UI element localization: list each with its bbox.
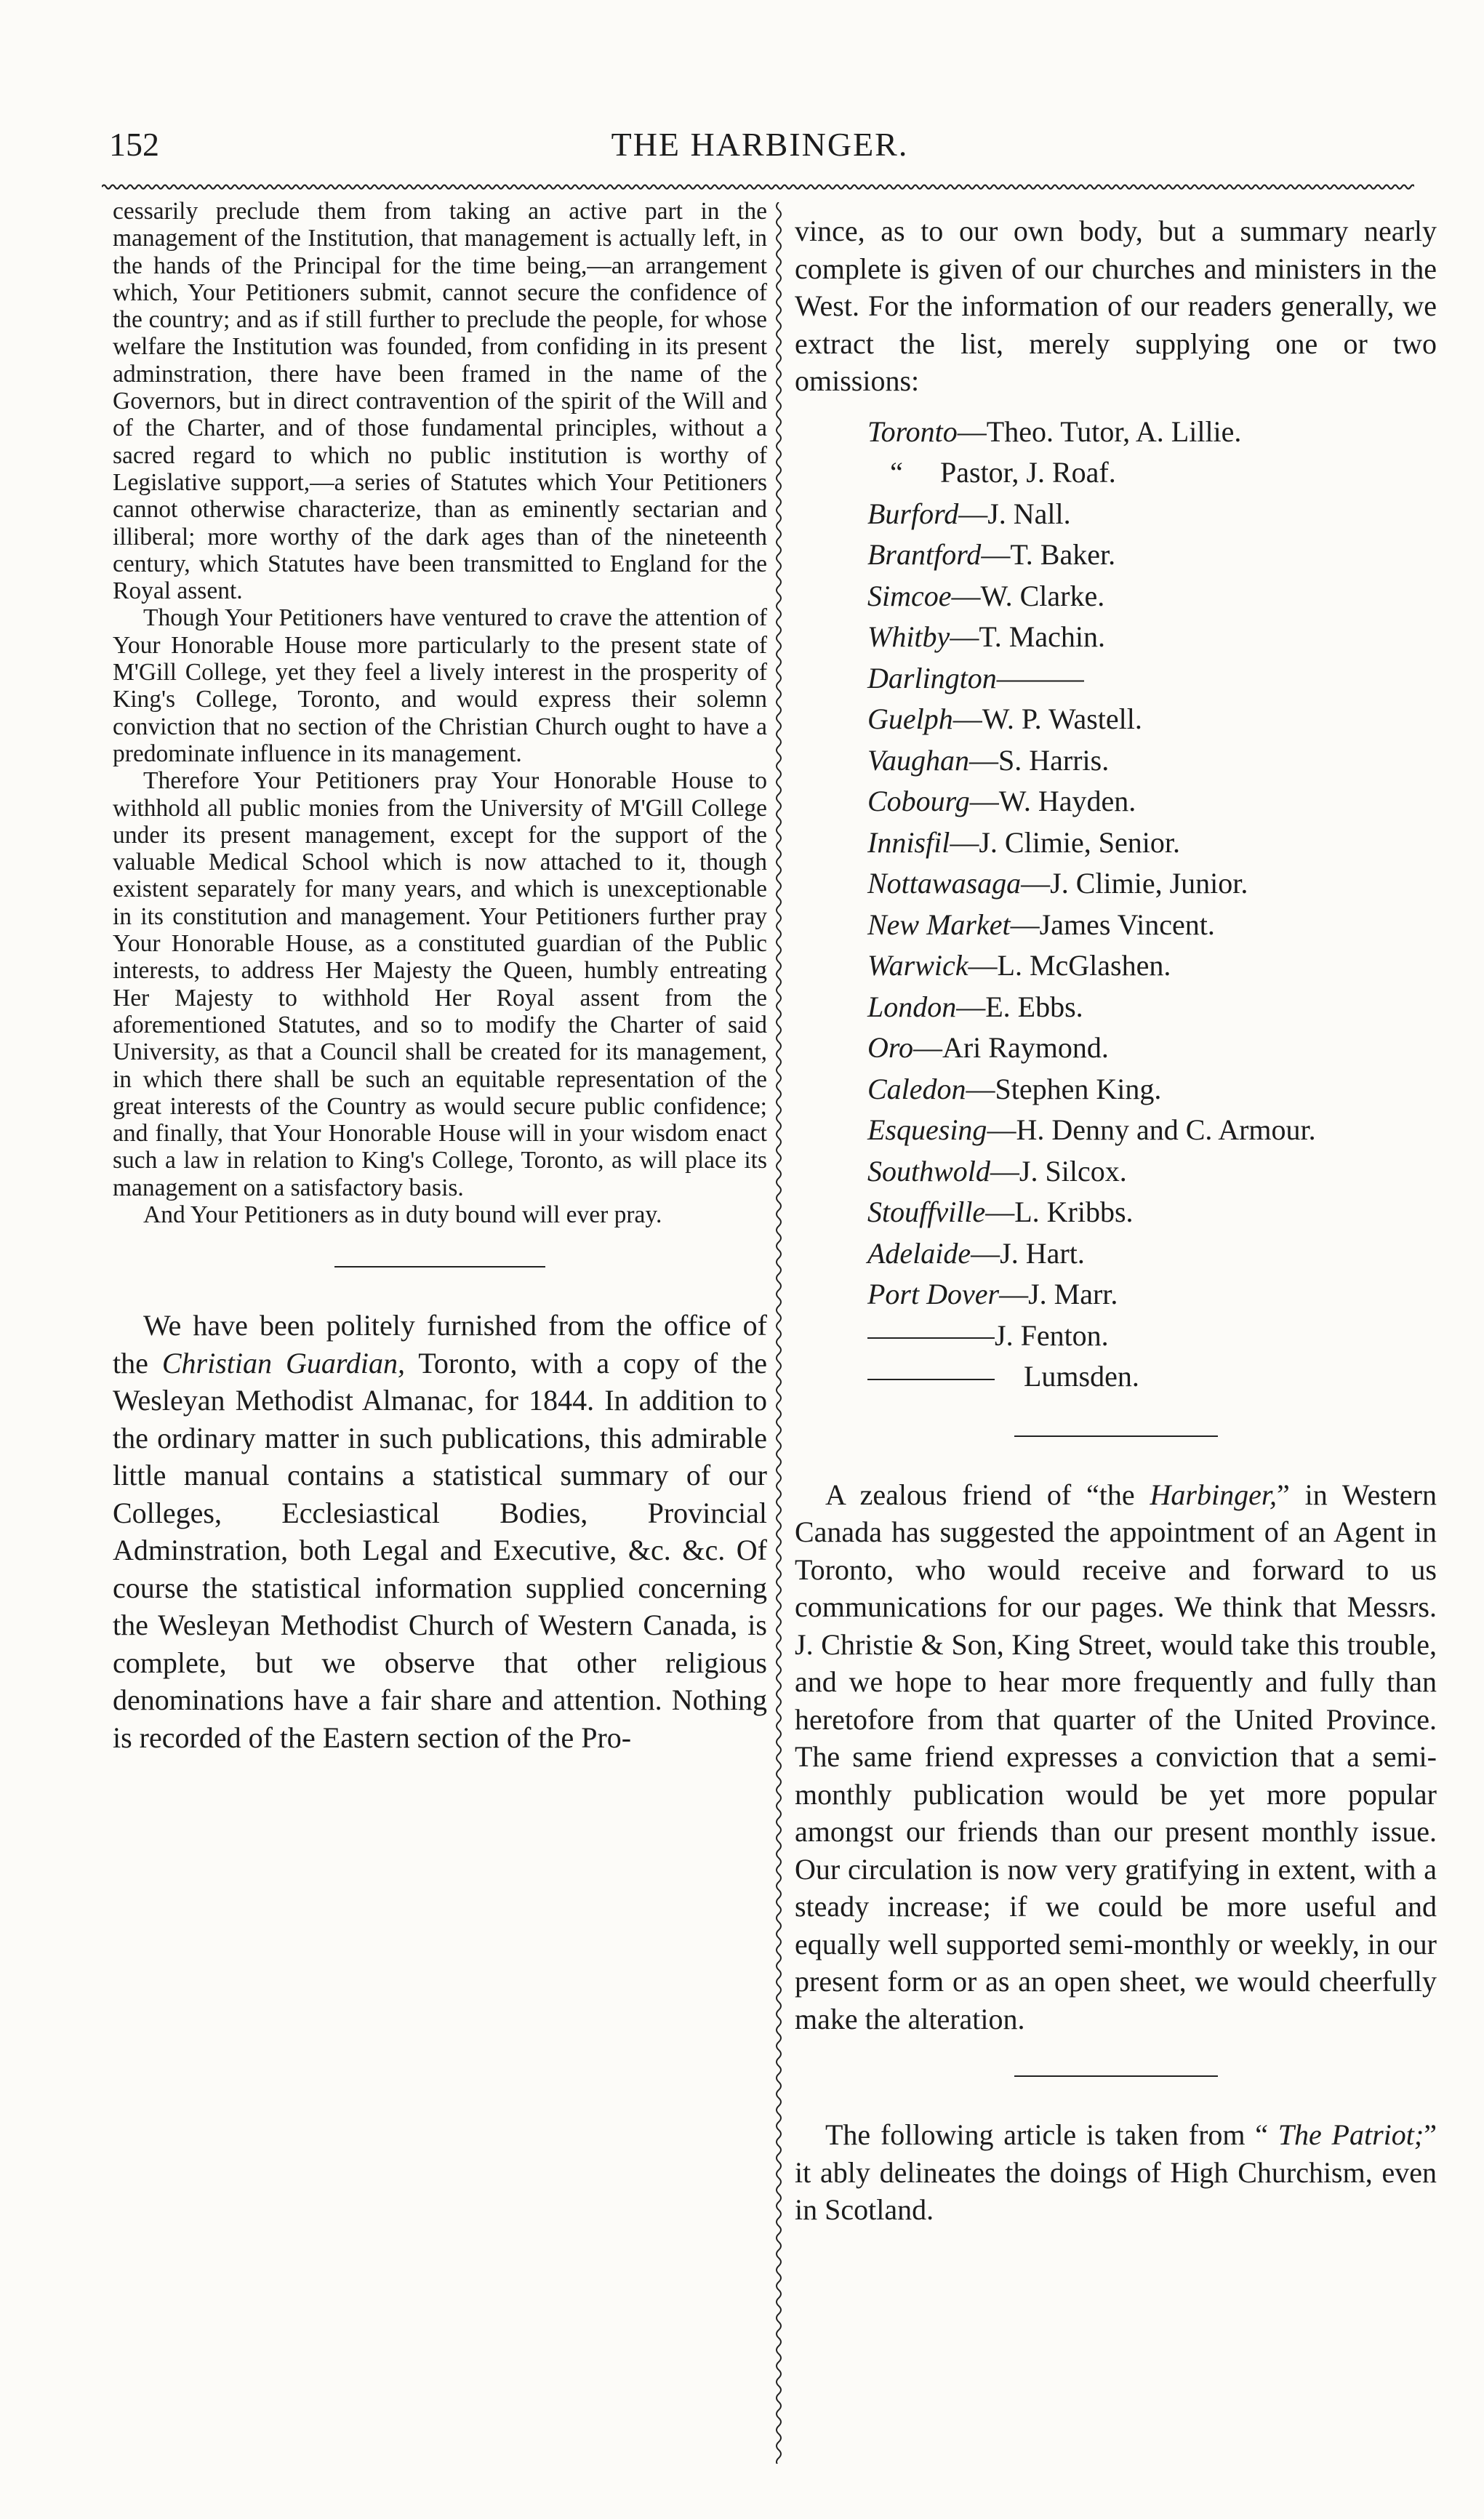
place-name: Brantford <box>867 538 982 571</box>
agent-text-end: ” in Western Canada has suggested the appointment of an Agent in Toronto, who would receive and forward to us communications for our pages. We think that Messrs. J. Christie & Son, King Street, would take this trouble, and we hope to hear more frequently and fully than heretofore from that quarter of the United Province. The same friend expresses a conviction that a semi-monthly publication would be yet more popular amongst our friends than our present monthly issue. Our circulation is now very gratifying in extent, with a steady increase; if we could be more useful and equally well supported semi-monthly or weekly, in our present form or as an open sheet, we would cheerfully make the alteration. <box>795 1478 1437 2035</box>
place-name: Nottawasaga <box>867 867 1022 900</box>
minister-name: T. Baker. <box>1010 538 1116 571</box>
dash: — <box>950 825 979 859</box>
place-name: Whitby <box>867 620 950 653</box>
dash: — <box>952 702 982 735</box>
dash: — <box>981 538 1011 571</box>
place-name: New Market <box>867 908 1011 941</box>
minister-entry <box>867 658 1437 700</box>
place-name: Simcoe <box>867 579 952 612</box>
minister-name: W. P. Wastell. <box>982 702 1142 735</box>
article-intro <box>795 2116 1437 2229</box>
dash: — <box>958 497 988 530</box>
dash: — <box>968 949 998 982</box>
blank-place-line <box>867 1379 995 1380</box>
minister-name: Lumsden. <box>1024 1360 1139 1393</box>
minister-entry <box>867 1028 1437 1069</box>
column-divider <box>771 202 787 2464</box>
minister-entry <box>867 494 1437 535</box>
place-name: Esquesing <box>867 1113 987 1146</box>
dash: — <box>969 743 998 777</box>
minister-name: James Vincent. <box>1039 908 1215 941</box>
minister-entry <box>867 987 1437 1028</box>
minister-name: J. Silcox. <box>1019 1154 1127 1188</box>
almanac-text-end: Toronto, with a copy of the Wesleyan Methodist Almanac, for 1844. In addition to the ordinary matter in such publications, this admirable little manual contains a statistical summary of our Colleges, Ecclesiastical Bodies, Provincial Adminstration, both Legal and Executive, &c. &c. Of course the statistical information supplied concerning the Wesleyan Methodist Church of Western Canada, is complete, but we observe that other religious denominations have a fair share and attention. Nothing is recorded of the Eastern section of the Pro- <box>113 1346 767 1754</box>
minister-entry <box>867 1110 1437 1151</box>
place-name: Guelph <box>867 702 953 735</box>
dash: — <box>985 1196 1015 1228</box>
place-name: Darlington <box>867 661 997 694</box>
minister-entry <box>867 1151 1437 1193</box>
minister-entry <box>867 412 1437 453</box>
page-number: 152 <box>109 126 159 163</box>
petition-paragraph-1: cessarily preclude them from taking an active part in the management of the Institution, that management is actually left, in the hands of the Principal for the time being,—an arrangement which, Your Petitioners submit, cannot secure the confidence of the country; and as if still further to preclude the people, for whose welfare the Institution was founded, from confiding in its present adminstration, there have been framed in the name of the Governors, but in direct contravention of the spirit of the Will and of the Charter, and of those fundamental principles, without a sacred regard to which no public institution is worthy of Legislative support,—a series of Statutes which Your Petitioners cannot otherwise characterize, than as eminently sectarian and illiberal; more worthy of the dark ages than of the nineteenth century, which Statutes have been transmitted to England for the Royal assent. <box>113 198 767 605</box>
article-text-start: The following article is taken from “ <box>825 2118 1278 2151</box>
minister-name: —— <box>1025 661 1084 694</box>
dash: — <box>996 661 1026 694</box>
dash: — <box>951 579 981 612</box>
dash: — <box>913 1031 942 1064</box>
section-separator <box>334 1266 545 1267</box>
place-name: Port Dover <box>867 1278 1000 1310</box>
place-name: Innisfil <box>867 825 950 859</box>
dash: — <box>971 1236 1000 1270</box>
dash: — <box>987 1113 1016 1146</box>
minister-name: T. Machin. <box>979 620 1105 653</box>
minister-name: E. Ebbs. <box>985 990 1083 1023</box>
place-name: Stouffville <box>867 1196 986 1228</box>
minister-name: Ari Raymond. <box>942 1031 1109 1064</box>
source-title: The Patriot; <box>1278 2118 1424 2151</box>
place-name: Cobourg <box>867 785 970 817</box>
place-name: Caledon <box>867 1072 966 1105</box>
minister-name: Stephen King. <box>995 1072 1162 1105</box>
minister-name: H. Denny and C. Armour. <box>1016 1113 1316 1146</box>
minister-name: J. Fenton. <box>995 1318 1109 1352</box>
section-separator <box>1014 1435 1218 1437</box>
minister-name: Pastor, J. Roaf. <box>940 456 1116 489</box>
place-name: Adelaide <box>867 1236 971 1270</box>
minister-entry <box>867 740 1437 782</box>
blank-place-line <box>867 1337 995 1339</box>
petition-paragraph-3: Therefore Your Petitioners pray Your Honorable House to withhold all public monies from the University of M'Gill College under its present management, except for the support of the valuable Medical School which is now attached to it, though existent separately for many years, and which is unexceptionable in its constitution and management. Your Petitioners further pray Your Honorable House, as a constituted guardian of the Public interests, to address Her Majesty the Queen, humbly entreating Her Majesty to withhold Her Royal assent from the aforementioned Statutes, and so to modify the Charter of said University, as that a Council shall be created for its management, in which there shall be such an equitable representation of the great interests of the Country as would secure public confidence; and finally, that Your Honorable House will in your wisdom enact such a law in relation to King's College, Toronto, as will place its management on a satisfactory basis. <box>113 767 767 1201</box>
minister-entry <box>867 863 1437 905</box>
section-separator <box>1014 2075 1218 2077</box>
minister-name: W. Hayden. <box>998 785 1136 817</box>
almanac-paragraph <box>113 1307 767 1756</box>
dash: — <box>966 1072 995 1105</box>
running-title: THE HARBINGER. <box>611 126 909 163</box>
place-name: Warwick <box>867 949 968 982</box>
place-name: Toronto <box>867 415 958 448</box>
minister-entry <box>867 905 1437 946</box>
minister-name: Theo. Tutor, A. Lillie. <box>986 415 1242 448</box>
place-name: London <box>867 990 957 1023</box>
dash: — <box>990 1154 1019 1188</box>
almanac-text-start: We have been politely furnished from the office of the <box>113 1309 767 1379</box>
place-name: Vaughan <box>867 743 969 777</box>
minister-name: S. Harris. <box>998 743 1110 777</box>
ministers-list <box>867 412 1437 1398</box>
dash: — <box>1021 867 1051 900</box>
minister-entry <box>867 1069 1437 1110</box>
article-paragraph <box>795 2116 1437 2229</box>
ditto-mark: “ <box>890 456 903 489</box>
minister-name: L. Kribbs. <box>1014 1196 1134 1228</box>
minister-entry <box>867 1233 1437 1275</box>
minister-name: W. Clarke. <box>980 579 1105 612</box>
petition-paragraph-2: Though Your Petitioners have ventured to crave the attention of Your Honorable House more particularly to the present state of M'Gill College, yet they feel a lively interest in the prosperity of King's College, Toronto, and would express their solemn conviction that no section of the Christian Church ought to have a predominate influence in its management. <box>113 604 767 767</box>
minister-name: J. Hart. <box>1000 1236 1085 1270</box>
right-column <box>795 212 1437 2229</box>
newspaper-title: Christian Guardian, <box>161 1346 406 1379</box>
minister-entry <box>867 945 1437 987</box>
minister-entry <box>867 699 1437 740</box>
minister-entry <box>867 1356 1437 1398</box>
minister-entry <box>867 576 1437 617</box>
dash: — <box>1010 908 1040 941</box>
agent-notice <box>795 1476 1437 2038</box>
place-name: Southwold <box>867 1154 990 1188</box>
place-name: Burford <box>867 497 959 530</box>
minister-entry <box>867 1315 1437 1357</box>
minister-name: J. Climie, Junior. <box>1050 867 1248 900</box>
minister-name: L. McGlashen. <box>997 949 1171 982</box>
left-column <box>113 198 767 1756</box>
almanac-continuation: vince, as to our own body, but a summary nearly complete is given of our churches and ministers in the West. For the information of our readers generally, we extract the list, merely supplying one or two omissions: <box>795 215 1437 397</box>
minister-entry <box>867 617 1437 658</box>
harbinger-title: Harbinger, <box>1150 1478 1277 1511</box>
agent-paragraph <box>795 1476 1437 2038</box>
agent-text-start: A zealous friend of “the <box>825 1478 1150 1511</box>
minister-entry <box>867 1274 1437 1315</box>
dash: — <box>999 1278 1029 1310</box>
article-text-end: ” it ably delineates the doings of High Churchism, even in Scotland. <box>795 2118 1437 2226</box>
minister-entry <box>867 534 1437 576</box>
minister-entry <box>867 452 1437 494</box>
minister-name: J. Nall. <box>987 497 1071 530</box>
petition-paragraph-4: And Your Petitioners as in duty bound will ever pray. <box>143 1201 662 1228</box>
minister-entry <box>867 1192 1437 1233</box>
dash: — <box>957 415 987 448</box>
page-header <box>109 125 1411 176</box>
petition-text <box>113 198 767 1228</box>
place-name: Oro <box>867 1031 913 1064</box>
header-wavy-rule <box>102 182 1414 192</box>
minister-entry <box>867 822 1437 864</box>
dash: — <box>956 990 986 1023</box>
minister-name: J. Marr. <box>1028 1278 1118 1310</box>
almanac-notice <box>113 1307 767 1756</box>
minister-entry <box>867 781 1437 822</box>
dash: — <box>950 620 979 653</box>
minister-name: J. Climie, Senior. <box>979 825 1181 859</box>
dash: — <box>969 785 999 817</box>
